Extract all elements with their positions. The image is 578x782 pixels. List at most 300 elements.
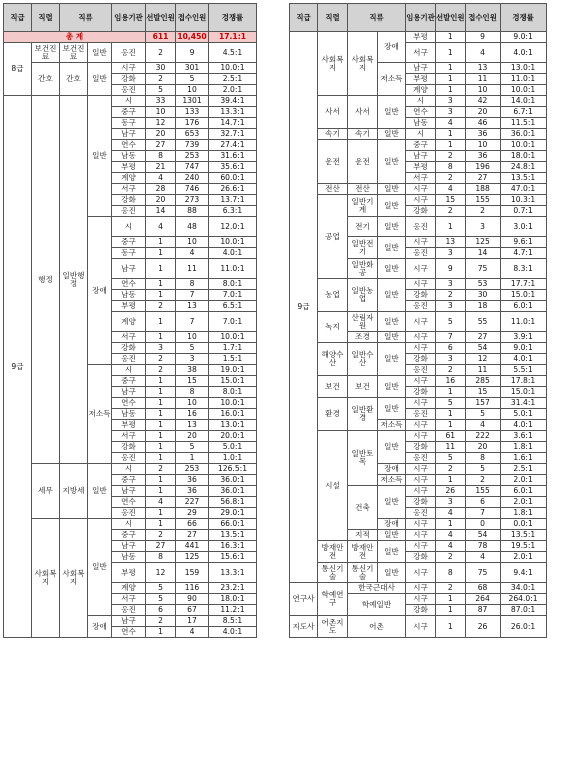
agency-cell: 시 [112, 519, 146, 530]
ratio-cell: 264.0:1 [500, 594, 546, 605]
subtype-cell: 일반 [378, 279, 406, 312]
selected-cell: 11 [436, 442, 466, 453]
agency-cell: 시구 [406, 583, 436, 594]
subtype-cell: 일반 [88, 43, 112, 63]
selected-cell: 3 [436, 354, 466, 365]
applied-cell: 5 [176, 442, 209, 453]
series-cell: 사회복지 [32, 519, 60, 638]
agency-cell: 서구 [406, 43, 436, 63]
selected-cell: 9 [436, 259, 466, 279]
selected-cell: 13 [436, 237, 466, 248]
right-header-row [290, 4, 547, 32]
selected-cell: 5 [146, 583, 176, 594]
agency-cell: 시구 [406, 530, 436, 541]
ratio-cell: 8.5:1 [209, 616, 257, 627]
table-row [290, 140, 547, 151]
subtype-cell: 일반 [378, 217, 406, 237]
selected-cell: 2 [436, 583, 466, 594]
category-cell: 속기 [348, 129, 378, 140]
selected-cell: 8 [146, 151, 176, 162]
selected-cell: 1 [436, 140, 466, 151]
applied-cell: 27 [176, 530, 209, 541]
applied-cell: 54 [465, 343, 500, 354]
header-agency: 임용기관 [406, 4, 436, 32]
series-cell: 어촌지도 [318, 616, 348, 638]
selected-cell: 1 [436, 43, 466, 63]
applied-cell: 2 [465, 206, 500, 217]
applied-cell: 9 [465, 32, 500, 43]
ratio-cell: 6.0:1 [500, 486, 546, 497]
agency-cell: 시구 [406, 475, 436, 486]
applied-cell: 125 [465, 237, 500, 248]
applied-cell: 301 [176, 63, 209, 74]
header-agency: 임용기관 [112, 4, 146, 32]
table-row [290, 583, 547, 594]
selected-cell: 10 [146, 107, 176, 118]
applied-cell: 227 [176, 497, 209, 508]
series-cell: 사서 [318, 96, 348, 129]
applied-cell: 7 [176, 312, 209, 332]
ratio-cell: 12.0:1 [209, 217, 257, 237]
agency-cell: 시구 [406, 519, 436, 530]
agency-cell: 시 [112, 365, 146, 376]
selected-cell: 14 [146, 206, 176, 217]
agency-cell: 서구 [112, 184, 146, 195]
applied-cell: 36 [176, 475, 209, 486]
applied-cell: 253 [176, 151, 209, 162]
selected-cell: 8 [436, 162, 466, 173]
ratio-cell: 8.0:1 [209, 387, 257, 398]
right-table [289, 3, 547, 638]
ratio-cell: 36.0:1 [209, 486, 257, 497]
agency-cell: 옹진 [112, 206, 146, 217]
agency-cell: 남동 [112, 151, 146, 162]
agency-cell: 남구 [112, 259, 146, 279]
series-cell: 공업 [318, 195, 348, 279]
category-cell: 방재안전 [348, 541, 378, 563]
selected-cell: 1 [146, 442, 176, 453]
subtype-cell: 일반 [378, 312, 406, 332]
applied-cell: 10 [465, 85, 500, 96]
agency-cell: 시구 [406, 376, 436, 387]
ratio-cell: 35.6:1 [209, 162, 257, 173]
ratio-cell: 11.0:1 [500, 312, 546, 332]
selected-cell: 1 [436, 519, 466, 530]
applied-cell: 0 [465, 519, 500, 530]
applied-cell: 4 [176, 627, 209, 638]
ratio-cell: 39.4:1 [209, 96, 257, 107]
selected-cell: 5 [146, 594, 176, 605]
applied-cell: 10 [176, 85, 209, 96]
subtype-cell: 장애 [378, 464, 406, 475]
applied-cell: 26 [465, 616, 500, 638]
agency-cell: 시구 [406, 332, 436, 343]
agency-cell: 중구 [406, 140, 436, 151]
subtype-cell: 일반 [378, 376, 406, 398]
applied-cell: 11 [176, 259, 209, 279]
applied-cell: 67 [176, 605, 209, 616]
subtype-cell: 일반 [378, 431, 406, 464]
subtype-cell: 일반 [378, 129, 406, 140]
applied-cell: 5 [465, 409, 500, 420]
agency-cell: 시 [112, 217, 146, 237]
ratio-cell: 2.0:1 [500, 497, 546, 508]
ratio-cell: 19.5:1 [500, 541, 546, 552]
agency-cell: 옹진 [406, 248, 436, 259]
ratio-cell: 15.0:1 [500, 387, 546, 398]
agency-cell: 강화 [112, 74, 146, 85]
series-cell: 보건진료 [32, 43, 60, 63]
agency-cell: 중구 [112, 376, 146, 387]
selected-cell: 12 [146, 563, 176, 583]
ratio-cell: 4.7:1 [500, 248, 546, 259]
total-applied: 10,450 [177, 32, 207, 42]
applied-cell: 10 [176, 332, 209, 343]
header-applied: 접수인원 [465, 4, 500, 32]
ratio-cell: 31.6:1 [209, 151, 257, 162]
header-category: 직류 [348, 4, 406, 32]
selected-cell: 1 [146, 508, 176, 519]
applied-cell: 3 [176, 354, 209, 365]
applied-cell: 196 [465, 162, 500, 173]
applied-cell: 8 [176, 387, 209, 398]
agency-cell: 연수 [112, 497, 146, 508]
selected-cell: 1 [146, 409, 176, 420]
applied-cell: 18 [465, 301, 500, 312]
applied-cell: 2 [465, 475, 500, 486]
category-cell: 일반농업 [348, 279, 378, 312]
applied-cell: 133 [176, 107, 209, 118]
ratio-cell: 24.8:1 [500, 162, 546, 173]
header-grade: 직급 [4, 4, 32, 32]
agency-cell: 중구 [112, 475, 146, 486]
subtype-cell: 일반 [378, 530, 406, 541]
selected-cell: 1 [146, 453, 176, 464]
ratio-cell: 7.0:1 [209, 312, 257, 332]
selected-cell: 1 [146, 387, 176, 398]
subtype-cell: 저소득 [378, 475, 406, 486]
agency-cell: 강화 [112, 343, 146, 354]
subtype-cell: 일반 [378, 563, 406, 583]
category-cell: 지적 [348, 530, 378, 541]
agency-cell: 시구 [406, 279, 436, 290]
agency-cell: 시구 [406, 237, 436, 248]
selected-cell: 4 [146, 217, 176, 237]
ratio-cell: 13.5:1 [500, 173, 546, 184]
applied-cell: 3 [465, 217, 500, 237]
ratio-cell: 0.7:1 [500, 206, 546, 217]
ratio-cell: 1.8:1 [500, 508, 546, 519]
agency-cell: 시 [406, 129, 436, 140]
selected-cell: 61 [436, 431, 466, 442]
selected-cell: 27 [146, 541, 176, 552]
agency-cell: 시구 [406, 184, 436, 195]
table-row [4, 43, 257, 63]
series-cell: 녹지 [318, 312, 348, 343]
applied-cell: 36 [465, 151, 500, 162]
ratio-cell: 2.0:1 [209, 85, 257, 96]
selected-cell: 5 [436, 312, 466, 332]
selected-cell: 8 [146, 552, 176, 563]
grade-cell: 지도사 [290, 616, 318, 638]
agency-cell: 시 [112, 464, 146, 475]
selected-cell: 4 [436, 184, 466, 195]
agency-cell: 강화 [406, 442, 436, 453]
agency-cell: 옹진 [112, 453, 146, 464]
subtype-cell: 일반 [88, 63, 112, 96]
ratio-cell: 1.0:1 [209, 453, 257, 464]
table-row [290, 431, 547, 442]
agency-cell: 계양 [112, 312, 146, 332]
selected-cell: 1 [146, 312, 176, 332]
applied-cell: 739 [176, 140, 209, 151]
selected-cell: 3 [436, 301, 466, 312]
agency-cell: 부평 [112, 301, 146, 312]
ratio-cell: 47.0:1 [500, 184, 546, 195]
applied-cell: 5 [465, 464, 500, 475]
ratio-cell: 6.0:1 [500, 301, 546, 312]
applied-cell: 653 [176, 129, 209, 140]
category-cell: 보건진료 [60, 43, 88, 63]
ratio-cell: 15.6:1 [209, 552, 257, 563]
subtype-cell: 일반 [88, 464, 112, 519]
applied-cell: 15 [465, 387, 500, 398]
ratio-cell: 4.0:1 [500, 354, 546, 365]
series-cell: 통신기술 [318, 563, 348, 583]
ratio-cell: 13.0:1 [500, 63, 546, 74]
applied-cell: 747 [176, 162, 209, 173]
applied-cell: 253 [176, 464, 209, 475]
agency-cell: 시구 [406, 541, 436, 552]
agency-cell: 강화 [406, 387, 436, 398]
selected-cell: 2 [146, 43, 176, 63]
series-cell: 세무 [32, 464, 60, 519]
selected-cell: 1 [146, 259, 176, 279]
selected-cell: 1 [146, 431, 176, 442]
selected-cell: 3 [436, 279, 466, 290]
category-cell: 일반환경 [348, 398, 378, 431]
applied-cell: 273 [176, 195, 209, 206]
subtype-cell: 일반 [378, 195, 406, 217]
agency-cell: 남동 [112, 409, 146, 420]
selected-cell: 2 [146, 301, 176, 312]
ratio-cell: 31.4:1 [500, 398, 546, 409]
ratio-cell: 13.3:1 [209, 107, 257, 118]
selected-cell: 1 [146, 332, 176, 343]
selected-cell: 2 [436, 206, 466, 217]
selected-cell: 1 [436, 74, 466, 85]
right-table-wrap [289, 3, 547, 638]
agency-cell: 남동 [112, 290, 146, 301]
applied-cell: 155 [465, 486, 500, 497]
selected-cell: 1 [436, 85, 466, 96]
table-row [290, 96, 547, 107]
agency-cell: 시구 [406, 616, 436, 638]
category-cell: 일반행정 [60, 96, 88, 464]
subtype-cell: 일반 [378, 140, 406, 184]
applied-cell: 42 [465, 96, 500, 107]
applied-cell: 55 [465, 312, 500, 332]
applied-cell: 87 [465, 605, 500, 616]
subtype-cell: 일반 [378, 486, 406, 519]
agency-cell: 남구 [406, 151, 436, 162]
applied-cell: 5 [176, 74, 209, 85]
ratio-cell: 5.0:1 [209, 442, 257, 453]
agency-cell: 부평 [112, 563, 146, 583]
series-cell: 운전 [318, 140, 348, 184]
agency-cell: 시구 [406, 420, 436, 431]
ratio-cell: 56.8:1 [209, 497, 257, 508]
table-row [290, 541, 547, 552]
selected-cell: 1 [146, 519, 176, 530]
applied-cell: 285 [465, 376, 500, 387]
header-applied: 접수인원 [176, 4, 209, 32]
applied-cell: 222 [465, 431, 500, 442]
selected-cell: 3 [436, 107, 466, 118]
ratio-cell: 11.2:1 [209, 605, 257, 616]
agency-cell: 옹진 [406, 508, 436, 519]
ratio-cell: 16.3:1 [209, 541, 257, 552]
category-cell: 보건 [348, 376, 378, 398]
ratio-cell: 1.6:1 [500, 453, 546, 464]
category-cell: 사회복지 [60, 519, 88, 638]
ratio-cell: 34.0:1 [500, 583, 546, 594]
applied-cell: 1301 [176, 96, 209, 107]
agency-cell: 남동 [406, 118, 436, 129]
subtype-cell: 일반 [378, 237, 406, 259]
agency-cell: 시구 [406, 312, 436, 332]
selected-cell: 1 [146, 475, 176, 486]
category-cell: 일반화공 [348, 259, 378, 279]
agency-cell: 옹진 [406, 409, 436, 420]
subtype-cell: 저소득 [88, 365, 112, 464]
selected-cell: 2 [146, 530, 176, 541]
agency-cell: 남구 [112, 616, 146, 627]
applied-cell: 159 [176, 563, 209, 583]
category-cell: 간호 [60, 63, 88, 96]
selected-cell: 2 [436, 151, 466, 162]
agency-cell: 부평 [112, 420, 146, 431]
ratio-cell: 126.5:1 [209, 464, 257, 475]
agency-cell: 시구 [406, 464, 436, 475]
grade-cell: 9급 [290, 32, 318, 583]
series-cell: 해양수산 [318, 343, 348, 376]
agency-cell: 옹진 [112, 605, 146, 616]
selected-cell: 6 [146, 605, 176, 616]
selected-cell: 1 [436, 32, 466, 43]
ratio-cell: 4.0:1 [500, 420, 546, 431]
applied-cell: 27 [465, 332, 500, 343]
header-grade: 직급 [290, 4, 318, 32]
applied-cell: 36 [176, 486, 209, 497]
agency-cell: 강화 [406, 552, 436, 563]
ratio-cell: 3.0:1 [500, 217, 546, 237]
agency-cell: 남구 [406, 63, 436, 74]
ratio-cell: 18.0:1 [500, 151, 546, 162]
selected-cell: 1 [146, 420, 176, 431]
agency-cell: 부평 [112, 162, 146, 173]
total-ratio: 17.1:1 [209, 32, 257, 43]
subtype-cell: 일반 [88, 96, 112, 217]
selected-cell: 1 [146, 398, 176, 409]
agency-cell: 중구 [112, 237, 146, 248]
applied-cell: 15 [176, 376, 209, 387]
selected-cell: 20 [146, 129, 176, 140]
applied-cell: 78 [465, 541, 500, 552]
selected-cell: 30 [146, 63, 176, 74]
agency-cell: 강화 [406, 497, 436, 508]
selected-cell: 15 [436, 195, 466, 206]
ratio-cell: 13.7:1 [209, 195, 257, 206]
ratio-cell: 5.5:1 [500, 365, 546, 376]
subtype-cell: 장애 [88, 616, 112, 638]
selected-cell: 2 [436, 365, 466, 376]
agency-cell: 서구 [406, 173, 436, 184]
agency-cell: 남구 [112, 541, 146, 552]
selected-cell: 1 [436, 409, 466, 420]
selected-cell: 8 [436, 563, 466, 583]
ratio-cell: 3.6:1 [500, 431, 546, 442]
selected-cell: 2 [436, 173, 466, 184]
header-selected: 선발인원 [436, 4, 466, 32]
subtype-cell: 일반 [378, 96, 406, 129]
applied-cell: 13 [176, 301, 209, 312]
agency-cell: 남구 [112, 129, 146, 140]
agency-cell: 옹진 [406, 453, 436, 464]
ratio-cell: 36.0:1 [209, 475, 257, 486]
agency-cell: 시 [112, 96, 146, 107]
agency-cell: 연수 [406, 107, 436, 118]
selected-cell: 2 [146, 354, 176, 365]
table-row [290, 184, 547, 195]
category-cell: 산림자원 [348, 312, 378, 332]
category-cell: 일반토목 [348, 431, 378, 486]
grade-cell: 9급 [4, 96, 32, 638]
agency-cell: 시구 [406, 195, 436, 206]
selected-cell: 6 [436, 343, 466, 354]
ratio-cell: 66.0:1 [209, 519, 257, 530]
table-row [290, 398, 547, 409]
ratio-cell: 14.0:1 [500, 96, 546, 107]
table-row [4, 519, 257, 530]
applied-cell: 4 [465, 552, 500, 563]
applied-cell: 13 [176, 420, 209, 431]
agency-cell: 서구 [112, 431, 146, 442]
selected-cell: 2 [436, 290, 466, 301]
category-cell: 운전 [348, 140, 378, 184]
ratio-cell: 19.0:1 [209, 365, 257, 376]
applied-cell: 75 [465, 259, 500, 279]
selected-cell: 20 [146, 195, 176, 206]
selected-cell: 3 [436, 248, 466, 259]
agency-cell: 강화 [406, 290, 436, 301]
applied-cell: 36 [465, 129, 500, 140]
subtype-cell: 일반 [378, 184, 406, 195]
selected-cell: 27 [146, 140, 176, 151]
table-row [4, 63, 257, 74]
ratio-cell: 23.2:1 [209, 583, 257, 594]
applied-cell: 66 [176, 519, 209, 530]
ratio-cell: 29.0:1 [209, 508, 257, 519]
table-row [290, 616, 547, 638]
selected-cell: 2 [436, 552, 466, 563]
ratio-cell: 13.0:1 [209, 420, 257, 431]
agency-cell: 계양 [112, 173, 146, 184]
applied-cell: 8 [176, 279, 209, 290]
agency-cell: 연수 [112, 140, 146, 151]
total-row [4, 32, 257, 43]
ratio-cell: 3.9:1 [500, 332, 546, 343]
